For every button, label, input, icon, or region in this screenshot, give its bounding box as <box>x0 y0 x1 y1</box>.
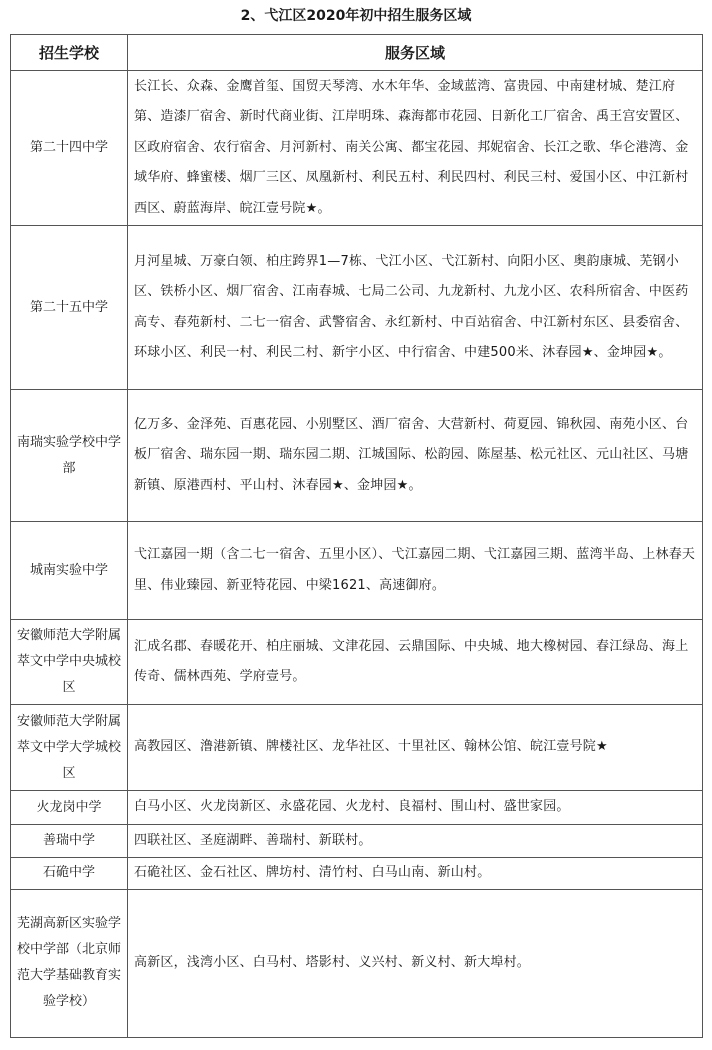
page-title: 2、弋江区2020年初中招生服务区域 <box>240 8 472 24</box>
table-row <box>11 390 703 522</box>
header-school: 招生学校 <box>11 35 128 71</box>
table-row <box>11 71 703 226</box>
school-name: 第二十四中学 <box>11 71 128 226</box>
school-name: 安徽师范大学附属萃文中学中央城校区 <box>11 620 128 705</box>
table-row <box>11 825 703 858</box>
service-area: 四联社区、圣庭湖畔、善瑞村、新联村。 <box>128 825 703 858</box>
service-area-table <box>10 34 703 1038</box>
service-area: 弋江嘉园一期（含二七一宿舍、五里小区）、弋江嘉园二期、弋江嘉园三期、蓝湾半岛、上林春天里、伟业臻园、新亚特花园、中梁1621、高速御府。 <box>128 522 703 620</box>
table-row <box>11 522 703 620</box>
service-area: 月河星城、万豪白领、柏庄跨界1—7栋、弋江小区、弋江新村、向阳小区、奥韵康城、芜钢小区、铁桥小区、烟厂宿舍、江南春城、七局二公司、九龙新村、九龙小区、农科所宿舍、中医药高专、春苑新村、二七一宿舍、武警宿舍、永红新村、中百站宿舍、中江新村东区、县委宿舍、环球小区、利民一村、利民二村、新宇小区、中行宿舍、中建500米、沐春园★、金坤园★。 <box>128 226 703 390</box>
school-name: 第二十五中学 <box>11 226 128 390</box>
table-row <box>11 705 703 791</box>
table-row <box>11 791 703 825</box>
school-name: 石硊中学 <box>11 858 128 890</box>
school-name: 南瑞实验学校中学部 <box>11 390 128 522</box>
table-row <box>11 620 703 705</box>
school-name: 善瑞中学 <box>11 825 128 858</box>
service-area: 汇成名郡、春暖花开、柏庄丽城、文津花园、云鼎国际、中央城、地大橡树园、春江绿岛、海上传奇、儒林西苑、学府壹号。 <box>128 620 703 705</box>
table-row <box>11 226 703 390</box>
service-area: 高教园区、澛港新镇、牌楼社区、龙华社区、十里社区、翰林公馆、皖江壹号院★ <box>128 705 703 791</box>
school-name: 城南实验中学 <box>11 522 128 620</box>
service-area: 石硊社区、金石社区、牌坊村、清竹村、白马山南、新山村。 <box>128 858 703 890</box>
service-area: 白马小区、火龙岗新区、永盛花园、火龙村、良福村、围山村、盛世家园。 <box>128 791 703 825</box>
service-area: 亿万多、金泽苑、百惠花园、小别墅区、酒厂宿舍、大营新村、荷夏园、锦秋园、南苑小区、台板厂宿舍、瑞东园一期、瑞东园二期、江城国际、松韵园、陈屋基、松元社区、元山社区、马塘新镇、原港西村、平山村、沐春园★、金坤园★。 <box>128 390 703 522</box>
header-area: 服务区域 <box>128 35 703 71</box>
service-area: 长江长、众森、金鹰首玺、国贸天琴湾、水木年华、金域蓝湾、富贵园、中南建材城、楚江府第、造漆厂宿舍、新时代商业街、江岸明珠、森海都市花园、日新化工厂宿舍、禹王宫安置区、区政府宿舍、农行宿舍、月河新村、南关公寓、都宝花园、邦妮宿舍、长江之歌、华仑港湾、金域华府、蜂蜜楼、烟厂三区、凤凰新村、利民五村、利民四村、利民三村、爱国小区、中江新村西区、蔚蓝海岸、皖江壹号院★。 <box>128 71 703 226</box>
school-name: 芜湖高新区实验学校中学部（北京师范大学基础教育实验学校） <box>11 889 128 1037</box>
table-row <box>11 889 703 1037</box>
table-header-row <box>11 35 703 71</box>
school-name: 安徽师范大学附属萃文中学大学城校区 <box>11 705 128 791</box>
service-area: 高新区，浅湾小区、白马村、塔影村、义兴村、新义村、新大埠村。 <box>128 889 703 1037</box>
table-row <box>11 858 703 890</box>
school-name: 火龙岗中学 <box>11 791 128 825</box>
